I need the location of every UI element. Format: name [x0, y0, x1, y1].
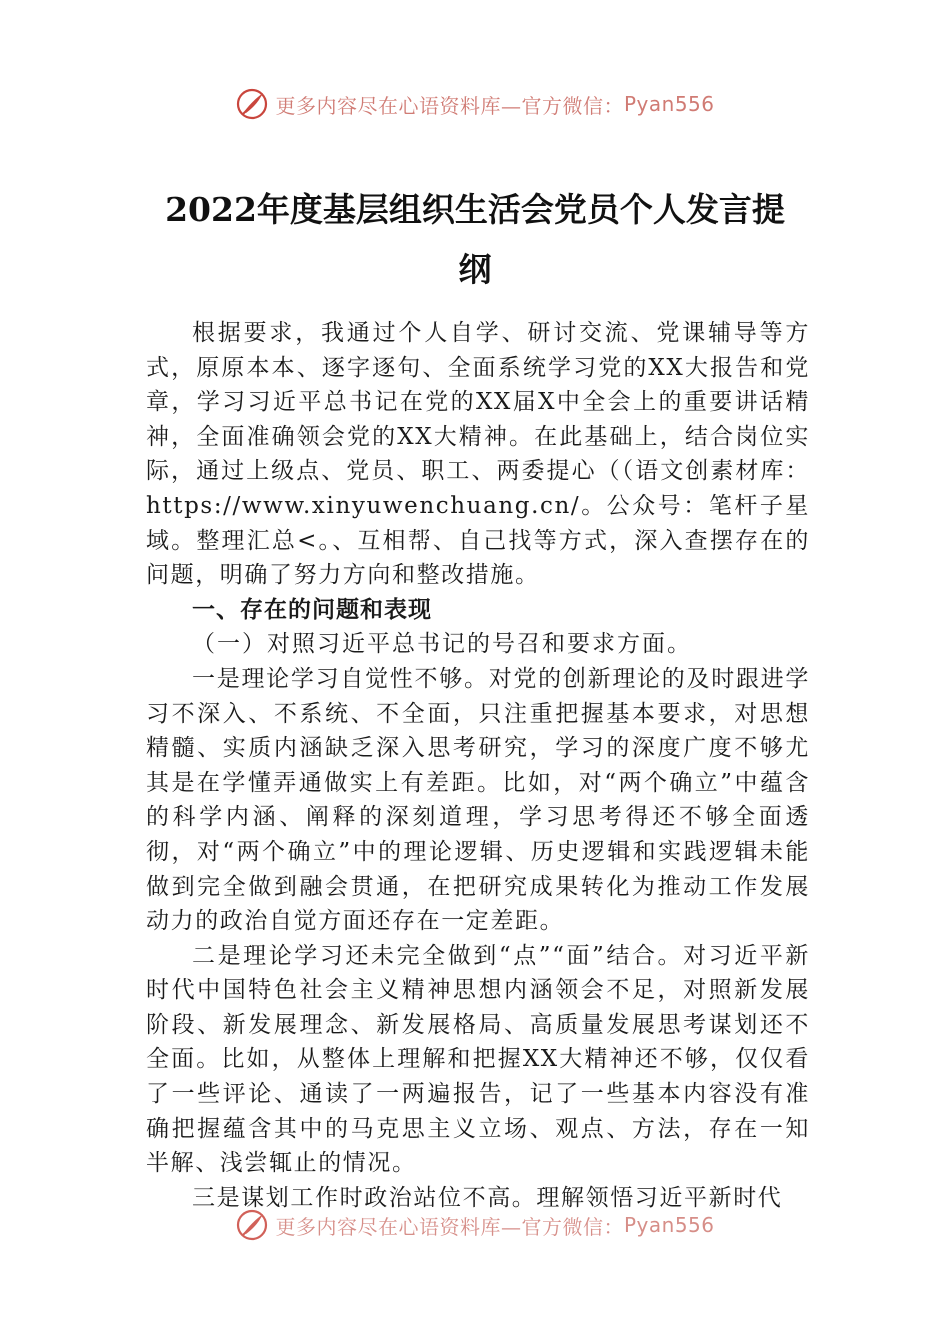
watermark-text: 更多内容尽在心语资料库—官方微信：: [275, 93, 624, 118]
paragraph-point-2: 二是理论学习还未完全做到“点”“面”结合。对习近平新时代中国特色社会主义精神思想内涵领会不足，对照新发展阶段、新发展理念、新发展格局、高质量发展思考谋划还不全面。比如，从整体上理解和把握XX大精神还不够，仅仅看了一些评论、通读了一两遍报告，记了一些基本内容没有准确把握蕴含其中的马克思主义立场、观点、方法，存在一知半解、浅尝辄止的情况。: [146, 942, 810, 1177]
quill-pen-logo-icon: [235, 1208, 269, 1242]
paragraph-point-3: 三是谋划工作时政治站位不高。理解领悟习近平新时代: [192, 1184, 783, 1211]
watermark-wechat-id: Pyan556: [623, 92, 715, 116]
document-title: [140, 180, 810, 300]
watermark-wechat-id: Pyan556: [623, 1213, 715, 1237]
quill-pen-logo-icon: [235, 87, 269, 121]
subsection-heading: （一）对照习近平总书记的号召和要求方面。: [192, 631, 692, 658]
paragraph-intro: 根据要求，我通过个人自学、研讨交流、党课辅导等方式，原原本本、逐字逐句、全面系统学习党的XX大报告和党章，学习习近平总书记在党的XX届X中全会上的重要讲话精神，全面准确领会党的XX大精神。在此基础上，结合岗位实际，通过上级点、党员、职工、两委提心（（语文创素材库：https://www.xinyuwenchuang.cn/。公众号：笔杆子星域。整理汇总<。、互相帮、自己找等方式，深入查摆存在的问题，明确了努力方向和整改措施。: [146, 320, 810, 589]
paragraph-point-1: 一是理论学习自觉性不够。对党的创新理论的及时跟进学习不深入、不系统、不全面，只注重把握基本要求，对思想精髓、实质内涵缺乏深入思考研究，学习的深度广度不够尤其是在学懂弄通做实上有差距。比如，对“两个确立”中蕴含的科学内涵、阐释的深刻道理，学习思考得还不够全面透彻，对“两个确立”中的理论逻辑、历史逻辑和实践逻辑未能做到完全做到融会贯通，在把研究成果转化为推动工作发展动力的政治自觉方面还存在一定差距。: [146, 665, 810, 935]
section-heading: 一、存在的问题和表现: [192, 595, 432, 623]
watermark-header: [0, 84, 950, 124]
watermark-footer: [0, 1205, 950, 1245]
watermark-text: 更多内容尽在心语资料库—官方微信：: [275, 1214, 624, 1239]
document-body: [146, 316, 810, 1215]
title-line-1: 2022年度基层组织生活会党员个人发言提: [165, 190, 785, 229]
title-line-2: 纲: [458, 250, 492, 289]
